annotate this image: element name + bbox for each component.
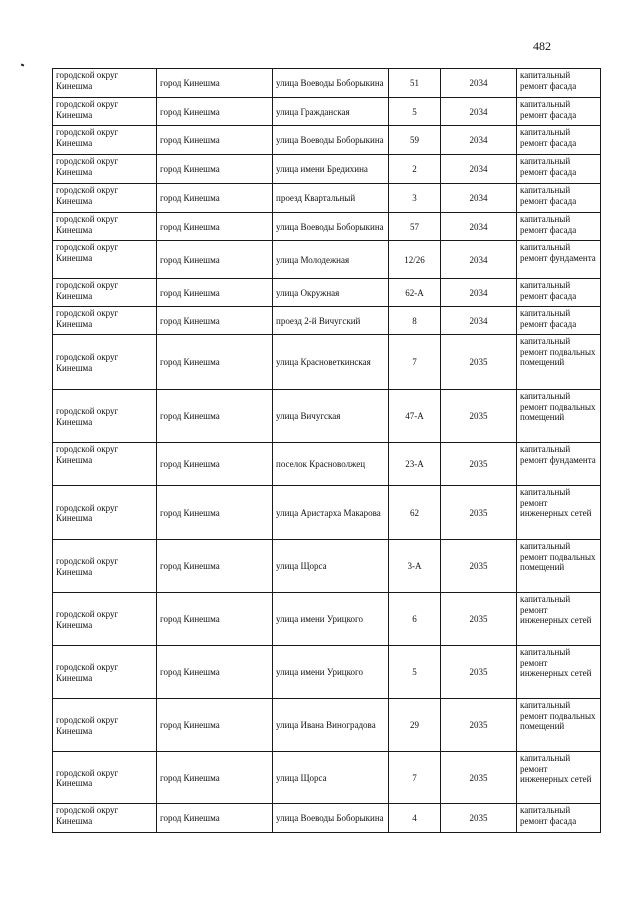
city-cell: город Кинешма [157,155,273,184]
table-row [53,213,601,241]
street-cell: поселок Красноволжец [273,443,389,486]
table-row [53,752,601,804]
table-row [53,390,601,443]
work-type-cell: капитальный ремонт фасада [517,126,601,155]
district-cell: городской округ Кинешма [53,699,157,752]
table-row [53,184,601,213]
city-cell: город Кинешма [157,279,273,307]
year-cell: 2035 [441,804,517,833]
house-cell: 12/26 [389,241,441,279]
work-type-cell: капитальный ремонт подвальных помещений [517,390,601,443]
work-type-cell: капитальный ремонт инженерных сетей [517,593,601,646]
year-cell: 2034 [441,241,517,279]
city-cell: город Кинешма [157,752,273,804]
district-cell: городской округ Кинешма [53,98,157,126]
city-cell: город Кинешма [157,184,273,213]
district-cell: городской округ Кинешма [53,213,157,241]
house-cell: 5 [389,98,441,126]
year-cell: 2035 [441,443,517,486]
year-cell: 2034 [441,213,517,241]
year-cell: 2035 [441,593,517,646]
year-cell: 2035 [441,540,517,593]
district-cell: городской округ Кинешма [53,307,157,335]
work-type-cell: капитальный ремонт подвальных помещений [517,540,601,593]
street-cell: улица Щорса [273,540,389,593]
district-cell: городской округ Кинешма [53,69,157,98]
street-cell: улица имени Урицкого [273,646,389,699]
table-row [53,443,601,486]
house-cell: 7 [389,335,441,390]
year-cell: 2034 [441,184,517,213]
street-cell: улица Воеводы Боборыкина [273,126,389,155]
table-row [53,593,601,646]
street-cell: улица Аристарха Макарова [273,486,389,540]
table-row [53,155,601,184]
city-cell: город Кинешма [157,126,273,155]
house-cell: 23-А [389,443,441,486]
city-cell: город Кинешма [157,443,273,486]
house-cell: 62 [389,486,441,540]
district-cell: городской округ Кинешма [53,184,157,213]
district-cell: городской округ Кинешма [53,804,157,833]
scan-artifact-mark [21,64,25,67]
city-cell: город Кинешма [157,98,273,126]
table-row [53,335,601,390]
house-cell: 7 [389,752,441,804]
table-row [53,241,601,279]
city-cell: город Кинешма [157,804,273,833]
work-type-cell: капитальный ремонт фасада [517,155,601,184]
table-row [53,279,601,307]
city-cell: город Кинешма [157,699,273,752]
year-cell: 2034 [441,279,517,307]
city-cell: город Кинешма [157,213,273,241]
district-cell: городской округ Кинешма [53,390,157,443]
district-cell: городской округ Кинешма [53,540,157,593]
work-type-cell: капитальный ремонт фасада [517,307,601,335]
district-cell: городской округ Кинешма [53,126,157,155]
year-cell: 2034 [441,98,517,126]
year-cell: 2035 [441,646,517,699]
city-cell: город Кинешма [157,540,273,593]
city-cell: город Кинешма [157,69,273,98]
city-cell: город Кинешма [157,390,273,443]
house-cell: 8 [389,307,441,335]
house-cell: 57 [389,213,441,241]
city-cell: город Кинешма [157,335,273,390]
work-type-cell: капитальный ремонт инженерных сетей [517,646,601,699]
district-cell: городской округ Кинешма [53,155,157,184]
house-cell: 47-А [389,390,441,443]
street-cell: улица Вичугская [273,390,389,443]
repair-schedule-table [52,68,601,833]
year-cell: 2035 [441,390,517,443]
year-cell: 2034 [441,155,517,184]
house-cell: 3 [389,184,441,213]
house-cell: 2 [389,155,441,184]
table-row [53,307,601,335]
year-cell: 2034 [441,126,517,155]
street-cell: улица Ивана Виноградова [273,699,389,752]
work-type-cell: капитальный ремонт фундамента [517,241,601,279]
house-cell: 51 [389,69,441,98]
street-cell: улица имени Урицкого [273,593,389,646]
street-cell: улица Воеводы Боборыкина [273,804,389,833]
district-cell: городской округ Кинешма [53,335,157,390]
street-cell: улица Воеводы Боборыкина [273,213,389,241]
work-type-cell: капитальный ремонт фасада [517,69,601,98]
district-cell: городской округ Кинешма [53,241,157,279]
work-type-cell: капитальный ремонт инженерных сетей [517,486,601,540]
table-row [53,98,601,126]
district-cell: городской округ Кинешма [53,443,157,486]
work-type-cell: капитальный ремонт фасада [517,213,601,241]
table-row [53,69,601,98]
house-cell: 59 [389,126,441,155]
year-cell: 2035 [441,752,517,804]
house-cell: 4 [389,804,441,833]
table-row [53,540,601,593]
work-type-cell: капитальный ремонт подвальных помещений [517,699,601,752]
district-cell: городской округ Кинешма [53,593,157,646]
work-type-cell: капитальный ремонт фасада [517,804,601,833]
page-number: 482 [533,39,551,53]
house-cell: 29 [389,699,441,752]
district-cell: городской округ Кинешма [53,646,157,699]
table-row [53,804,601,833]
house-cell: 5 [389,646,441,699]
street-cell: улица Гражданская [273,98,389,126]
street-cell: проезд 2-й Вичугский [273,307,389,335]
work-type-cell: капитальный ремонт подвальных помещений [517,335,601,390]
table-row [53,646,601,699]
work-type-cell: капитальный ремонт фундамента [517,443,601,486]
city-cell: город Кинешма [157,486,273,540]
year-cell: 2035 [441,486,517,540]
table-row [53,699,601,752]
year-cell: 2035 [441,699,517,752]
street-cell: улица Красноветкинская [273,335,389,390]
table-row [53,126,601,155]
street-cell: улица Щорса [273,752,389,804]
street-cell: улица Молодежная [273,241,389,279]
house-cell: 6 [389,593,441,646]
house-cell: 62-А [389,279,441,307]
work-type-cell: капитальный ремонт инженерных сетей [517,752,601,804]
city-cell: город Кинешма [157,241,273,279]
work-type-cell: капитальный ремонт фасада [517,184,601,213]
work-type-cell: капитальный ремонт фасада [517,279,601,307]
city-cell: город Кинешма [157,646,273,699]
city-cell: город Кинешма [157,593,273,646]
street-cell: улица Воеводы Боборыкина [273,69,389,98]
district-cell: городской округ Кинешма [53,279,157,307]
street-cell: улица Окружная [273,279,389,307]
street-cell: проезд Квартальный [273,184,389,213]
table-row [53,486,601,540]
year-cell: 2034 [441,307,517,335]
year-cell: 2034 [441,69,517,98]
work-type-cell: капитальный ремонт фасада [517,98,601,126]
city-cell: город Кинешма [157,307,273,335]
district-cell: городской округ Кинешма [53,486,157,540]
year-cell: 2035 [441,335,517,390]
street-cell: улица имени Бредихина [273,155,389,184]
district-cell: городской округ Кинешма [53,752,157,804]
house-cell: 3-А [389,540,441,593]
